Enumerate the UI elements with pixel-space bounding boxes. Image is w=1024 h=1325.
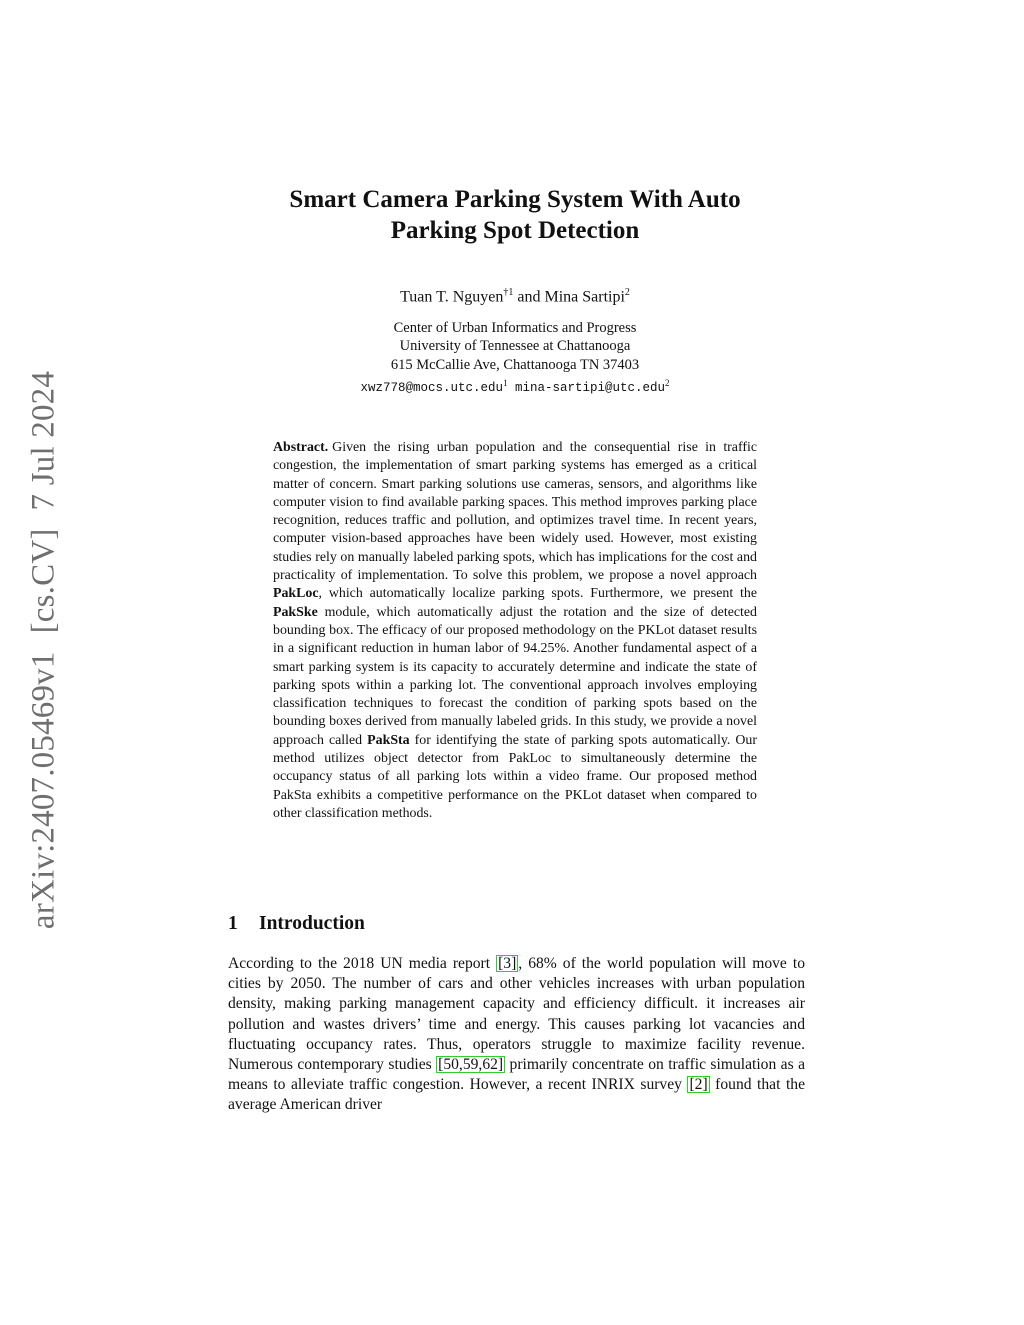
author-name: Mina Sartipi bbox=[544, 288, 625, 306]
abstract-text: , which automatically localize parking spots. Furthermore, we present the bbox=[318, 586, 757, 602]
abstract-text: for identifying the state of parking spots automatically. Our method utilizes object detector from PakLoc to simultaneously determine the occupancy status of all parking lots within a video frame. Our proposed method PakSta exhibits a competitive performance on the PKLot dataset when compared to other classification methods. bbox=[273, 732, 757, 821]
author-list bbox=[230, 283, 800, 307]
section-number: 1 bbox=[228, 913, 238, 934]
citation-link[interactable]: [2] bbox=[689, 1076, 708, 1094]
affiliation-block bbox=[230, 319, 800, 374]
abstract-text: Given the rising urban population and the consequential rise in traffic congestion, the implementation of smart parking systems has emerged as a critical matter of concern. Smart parking solutions use cameras, sensors, and algorithms like computer vision to find available parking spaces. This method improves parking place recognition, reduces traffic and pollution, and optimizes travel time. In recent years, computer vision-based approaches have been widely used. However, most existing studies rely on manually labeled parking spots, which has implications for the cost and practicality of implementation. To solve this problem, we propose a novel approach bbox=[273, 440, 757, 584]
email-mark: 1 bbox=[502, 378, 508, 388]
arxiv-category: [cs.CV] bbox=[25, 528, 62, 634]
affiliation-line: University of Tennessee at Chattanooga bbox=[399, 338, 631, 355]
abstract-label: Abstract. bbox=[273, 440, 329, 455]
paper-title bbox=[230, 184, 800, 246]
body-text: According to the 2018 UN media report bbox=[228, 955, 497, 972]
citation-link[interactable]: [3] bbox=[498, 955, 517, 972]
arxiv-date: 7 Jul 2024 bbox=[25, 370, 62, 511]
title-line-1: Smart Camera Parking System With Auto bbox=[289, 186, 741, 213]
arxiv-identifier-stamp bbox=[26, 371, 63, 929]
section-heading bbox=[228, 912, 365, 936]
arxiv-id: arXiv:2407.05469v1 bbox=[25, 651, 62, 930]
author-email: mina-sartipi@utc.edu bbox=[515, 381, 666, 396]
abstract bbox=[273, 439, 757, 823]
author-affiliation-mark: †1 bbox=[503, 287, 514, 298]
introduction-paragraph bbox=[228, 954, 805, 1116]
citation-link-group[interactable] bbox=[436, 1056, 505, 1073]
author-conjunction: and bbox=[517, 288, 541, 306]
author-name: Tuan T. Nguyen bbox=[400, 288, 504, 306]
citation-separator: , bbox=[478, 1056, 483, 1074]
affiliation-line: 615 McCallie Ave, Chattanooga TN 37403 bbox=[390, 356, 640, 373]
body-text: , 68% of the world population will move to cities by 2050. The number of cars and other vehicles increases with urban population density, making parking management capacity and efficiency difficult. it increases air pollution and wastes drivers’ time and energy. This causes parking lot vacancies and fluctuating occupancy rates. Thus, operators struggle to maximize facility revenue. Numerous contemporary studies bbox=[228, 955, 805, 1074]
citation-separator: , bbox=[458, 1056, 463, 1074]
author-affiliation-mark: 2 bbox=[624, 287, 630, 298]
body-text: primarily concentrate on traffic simulation as a means to alleviate traffic congestion. However, a recent INRIX survey bbox=[228, 1056, 805, 1094]
citation-bracket: [ bbox=[438, 1056, 444, 1074]
email-line bbox=[230, 374, 800, 397]
method-name-pakloc: PakLoc bbox=[273, 586, 319, 602]
citation-link[interactable]: 59 bbox=[462, 1056, 479, 1074]
abstract-text: module, which automatically adjust the rotation and the size of detected bounding box. The efficacy of our proposed methodology on the PKLot dataset results in a significant reduction in human labor of 94.25%. Another fundamental aspect of a smart parking system is its capacity to accurately determine and indicate the state of parking spots within a parking lot. The conventional approach involves employing classification techniques to forecast the condition of parking spots based on the bounding boxes derived from manually labeled grids. In this study, we provide a novel approach called bbox=[273, 604, 757, 748]
body-text: found that the average American driver bbox=[228, 1076, 806, 1114]
citation-bracket: ] bbox=[497, 1056, 504, 1074]
title-line-2: Parking Spot Detection bbox=[390, 217, 640, 244]
section-title: Introduction bbox=[259, 913, 365, 934]
affiliation-line: Center of Urban Informatics and Progress bbox=[393, 320, 637, 336]
method-name-pakske: PakSke bbox=[273, 604, 318, 620]
method-name-paksta: PakSta bbox=[367, 732, 410, 748]
citation-link[interactable]: 50 bbox=[443, 1056, 459, 1074]
author-email: xwz778@mocs.utc.edu bbox=[360, 381, 503, 396]
citation-link[interactable]: 62 bbox=[482, 1056, 498, 1074]
email-mark: 2 bbox=[665, 378, 670, 388]
